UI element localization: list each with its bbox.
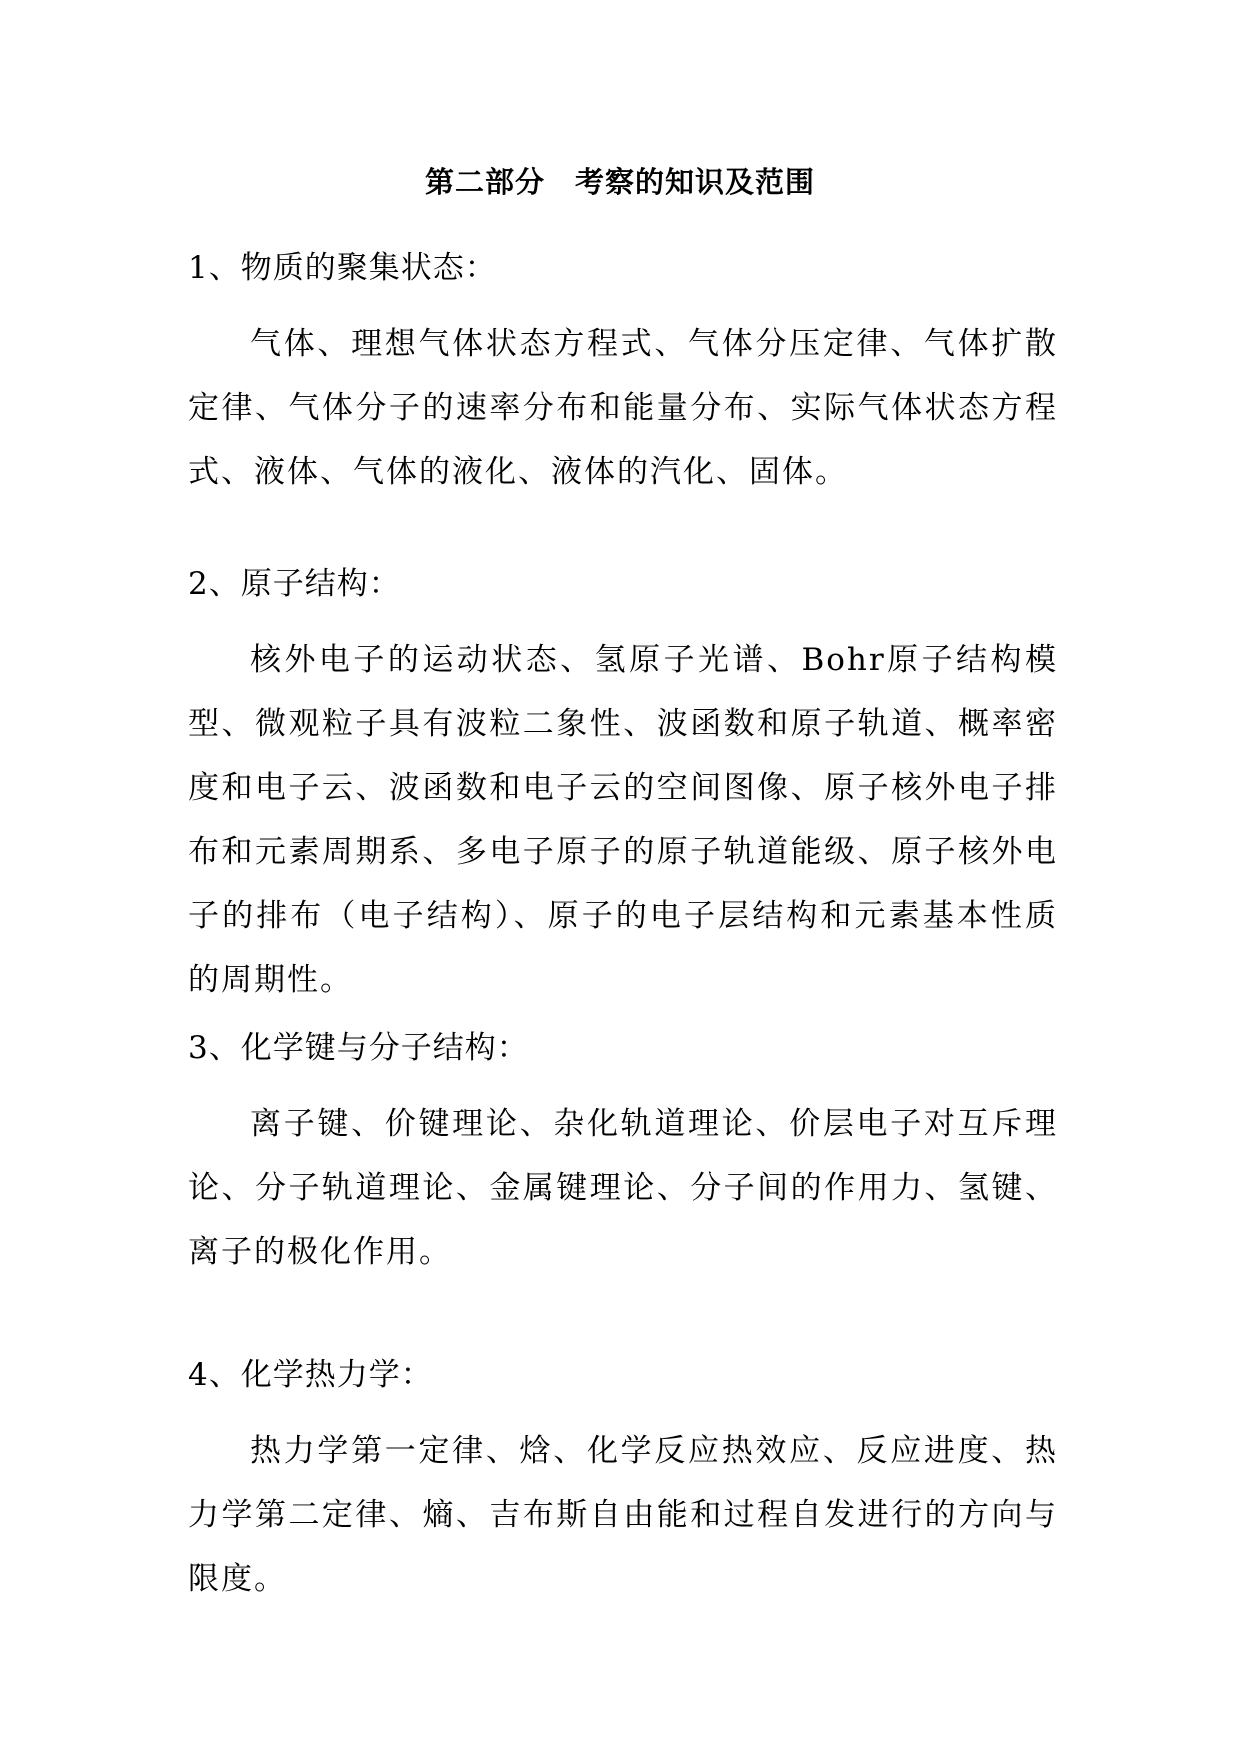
section-atomic-structure xyxy=(188,564,1058,1012)
section-heading: 1、物质的聚集状态： xyxy=(188,250,497,286)
section-body: 热力学第一定律、焓、化学反应热效应、反应进度、热力学第二定律、熵、吉布斯自由能和过程自发进行的方向与限度。 xyxy=(188,1433,1058,1597)
section-thermodynamics xyxy=(188,1355,1058,1611)
section-heading: 4、化学热力学： xyxy=(188,1357,433,1393)
section-body: 离子键、价键理论、杂化轨道理论、价层电子对互斥理论、分子轨道理论、金属键理论、分子间的作用力、氢键、离子的极化作用。 xyxy=(188,1106,1058,1270)
section-heading: 3、化学键与分子结构： xyxy=(188,1030,529,1066)
section-states-of-matter xyxy=(188,248,1058,504)
page-title: 第二部分 考察的知识及范围 xyxy=(424,165,815,199)
section-body: 气体、理想气体状态方程式、气体分压定律、气体扩散定律、气体分子的速率分布和能量分布、实际气体状态方程式、液体、气体的液化、液体的汽化、固体。 xyxy=(188,326,1058,490)
section-heading: 2、原子结构： xyxy=(188,566,401,602)
section-body: 核外电子的运动状态、氢原子光谱、Bohr原子结构模型、微观粒子具有波粒二象性、波函数和原子轨道、概率密度和电子云、波函数和电子云的空间图像、原子核外电子排布和元素周期系、多电子原子的原子轨道能级、原子核外电子的排布（电子结构）、原子的电子层结构和元素基本性质的周期性。 xyxy=(188,642,1058,998)
section-chemical-bonds xyxy=(188,1028,1058,1284)
